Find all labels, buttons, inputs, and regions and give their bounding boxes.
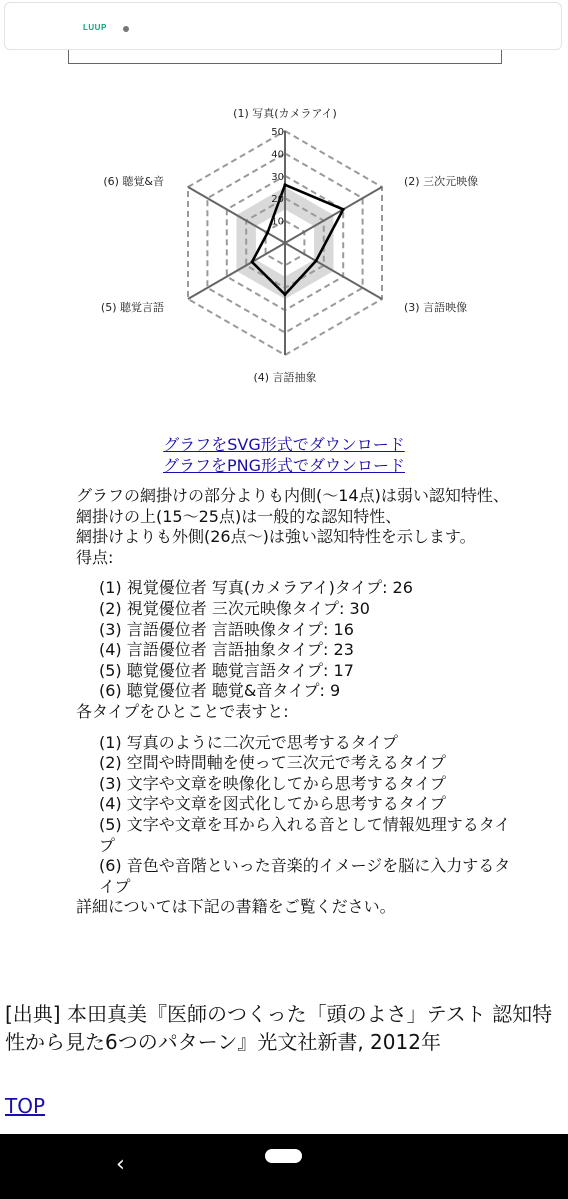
types-list [99,733,516,898]
chart-data-point [284,293,287,296]
chart-tick-label: 50 [271,127,284,138]
scores-label: 得点: [76,547,114,567]
explanation-line-1: グラフの網掛けの部分よりも内側(〜14点)は弱い認知特性、 [76,486,509,505]
result-content [76,486,516,918]
chart-tick-label: 20 [271,194,284,206]
type-item: (4) 文字や文章を図式化してから思考するタイプ [99,794,446,814]
back-icon[interactable]: ‹ [116,1152,125,1177]
radar-chart [0,90,568,410]
detail-note: 詳細については下記の書籍をご覧ください。 [76,897,396,917]
type-item: (3) 文字や文章を映像化してから思考するタイプ [99,773,446,793]
chart-data-point [284,183,287,186]
explanation-line-2: 網掛けの上(15〜25点)は一般的な認知特性、 [76,506,402,526]
download-links [0,434,568,476]
ad-info-dot-icon [123,26,129,32]
chart-axis-label: (1) 写真(カメラアイ) [233,107,337,120]
chart-axis-label: (2) 三次元映像 [404,175,479,188]
chart-tick-label: 10 [271,216,284,228]
score-item: (6) 聴覚優位者 聴覚&音タイプ: 9 [99,681,341,701]
android-nav-bar [0,1134,568,1199]
chart-axis-label: (6) 聴覚&音 [103,175,164,188]
types-label: 各タイプをひとことで表すと: [76,701,289,721]
chart-axis-label: (3) 言語映像 [404,301,468,314]
score-item: (4) 言語優位者 言語抽象タイプ: 23 [99,640,354,660]
scores-list [99,578,516,702]
score-item: (3) 言語優位者 言語映像タイプ: 16 [99,619,354,639]
ad-banner[interactable] [4,2,562,50]
score-item: (2) 視覚優位者 三次元映像タイプ: 30 [99,598,370,618]
type-item: (5) 文字や文章を耳から入れる音として情報処理するタイプ [99,814,511,855]
chart-axis-layer [188,131,382,355]
chart-data-point [315,259,318,262]
chart-data-point [342,208,345,211]
source-citation: [出典] 本田真美『医師のつくった「頭のよさ」テスト 認知特性から見た6つのパターン』光文社新書, 2012年 [5,1002,553,1054]
download-svg-link[interactable]: グラフをSVG形式でダウンロード [163,435,405,454]
chart-frame-edge [68,50,502,64]
chart-axis-label: (4) 言語抽象 [253,371,317,384]
home-pill-icon[interactable] [265,1149,302,1163]
type-item: (2) 空間や時間軸を使って三次元で考えるタイプ [99,753,446,773]
chart-data-point [266,231,269,234]
type-item: (1) 写真のように二次元で思考するタイプ [99,732,398,752]
score-item: (5) 聴覚優位者 聴覚言語タイプ: 17 [99,660,354,680]
chart-tick-label: 30 [271,171,284,183]
score-item: (1) 視覚優位者 写真(カメラアイ)タイプ: 26 [99,578,413,598]
top-link[interactable]: TOP [5,1094,46,1118]
chart-data-point [251,261,254,264]
luup-logo: LUUP [83,23,107,32]
explanation-line-3: 網掛けよりも外側(26点〜)は強い認知特性を示します。 [76,527,476,547]
chart-tick-label: 40 [271,149,284,161]
download-png-link[interactable]: グラフをPNG形式でダウンロード [162,456,406,475]
type-item: (6) 音色や音階といった音楽的イメージを脳に入力するタイプ [99,856,511,896]
chart-axis-label: (5) 聴覚言語 [100,301,164,314]
